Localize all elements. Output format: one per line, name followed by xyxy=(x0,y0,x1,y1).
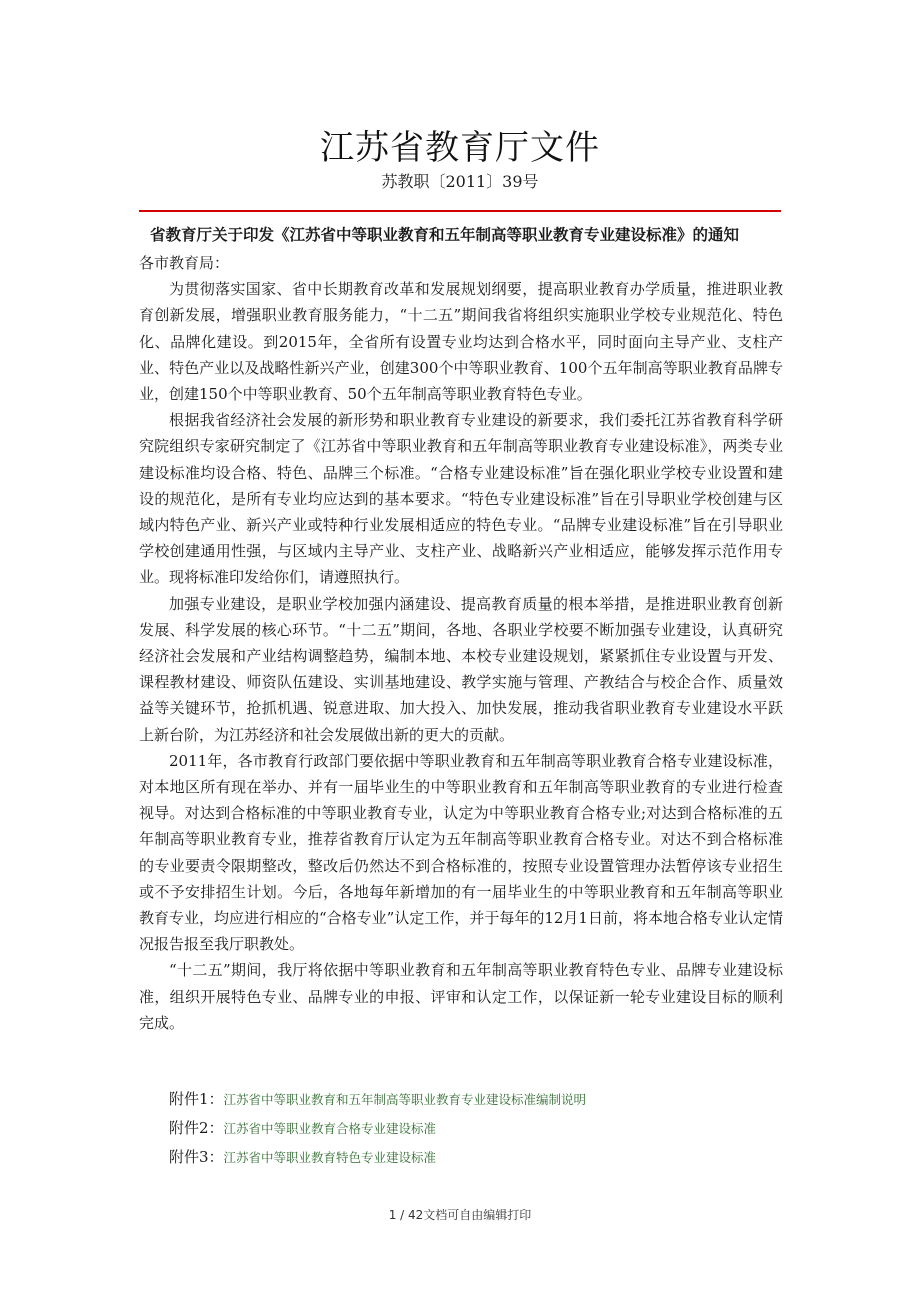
attachment-link[interactable]: 江苏省中等职业教育和五年制高等职业教育专业建设标准编制说明 xyxy=(223,1092,587,1107)
paragraph-5: “十二五”期间，我厅将依据中等职业教育和五年制高等职业教育特色专业、品牌专业建设标准，组织开展特色专业、品牌专业的申报、评审和认定工作，以保证新一轮专业建设目标的顺利完成。 xyxy=(139,961,783,1032)
attachment-link[interactable]: 江苏省中等职业教育特色专业建设标准 xyxy=(223,1150,437,1165)
attachment-item xyxy=(169,1085,789,1114)
paragraph-3: 加强专业建设，是职业学校加强内涵建设、提高教育质量的根本举措，是推进职业教育创新发展、科学发展的核心环节。“十二五”期间，各地、各职业学校要不断加强专业建设，认真研究经济社会发展和产业结构调整趋势，编制本地、本校专业建设规划，紧紧抓住专业设置与开发、课程教材建设、师资队伍建设、实训基地建设、教学实施与管理、产教结合与校企合作、质量效益等关键环节，抢抓机遇、锐意进取、加大投入、加快发展，推动我省职业教育专业建设水平跃上新台阶，为江苏经济和社会发展做出新的更大的贡献。 xyxy=(139,594,783,744)
salutation: 各市教育局： xyxy=(139,254,230,272)
attachment-item xyxy=(169,1143,789,1172)
attachment-item xyxy=(169,1114,789,1143)
notice-title: 省教育厅关于印发《江苏省中等职业教育和五年制高等职业教育专业建设标准》的通知 xyxy=(150,226,740,244)
attachment-label: 附件1： xyxy=(169,1090,224,1108)
paragraph-2: 根据我省经济社会发展的新形势和职业教育专业建设的新要求，我们委托江苏省教育科学研究院组织专家研究制定了《江苏省中等职业教育和五年制高等职业教育专业建设标准》，两类专业建设标准均设合格、特色、品牌三个标准。“合格专业建设标准”旨在强化职业学校专业设置和建设的规范化，是所有专业均应达到的基本要求。“特色专业建设标准”旨在引导职业学校创建与区域内特色产业、新兴产业或特种行业发展相适应的特色专业。“品牌专业建设标准”旨在引导职业学校创建通用性强，与区域内主导产业、支柱产业、战略新兴产业相适应，能够发挥示范作用专业。现将标准印发给你们，请遵照执行。 xyxy=(139,411,783,587)
paragraph-1: 为贯彻落实国家、省中长期教育改革和发展规划纲要，提高职业教育办学质量，推进职业教育创新发展，增强职业教育服务能力，“十二五”期间我省将组织实施职业学校专业规范化、特色化、品牌化建设。到2015年，全省所有设置专业均达到合格水平，同时面向主导产业、支柱产业、特色产业以及战略性新兴产业，创建300个中等职业教育、100个五年制高等职业教育品牌专业，创建150个中等职业教育、50个五年制高等职业教育特色专业。 xyxy=(139,280,783,404)
attachment-list xyxy=(169,1085,789,1172)
attachment-label: 附件2： xyxy=(169,1119,224,1137)
document-title: 江苏省教育厅文件 xyxy=(320,128,600,168)
page-footer: 1 / 42文档可自由编辑打印 xyxy=(388,1208,532,1222)
notice-body xyxy=(139,250,783,1036)
paragraph-4: 2011年，各市教育行政部门要依据中等职业教育和五年制高等职业教育合格专业建设标准，对本地区所有现在举办、并有一届毕业生的中等职业教育和五年制高等职业教育的专业进行检查视导。对达到合格标准的中等职业教育专业，认定为中等职业教育合格专业;对达到合格标准的五年制高等职业教育专业，推荐省教育厅认定为五年制高等职业教育合格专业。对达不到合格标准的专业要责令限期整改，整改后仍然达不到合格标准的，按照专业设置管理办法暂停该专业招生或不予安排招生计划。今后，各地每年新增加的有一届毕业生的中等职业教育和五年制高等职业教育专业，均应进行相应的“合格专业”认定工作，并于每年的12月1日前，将本地合格专业认定情况报告报至我厅职教处。 xyxy=(139,751,783,954)
attachment-label: 附件3： xyxy=(169,1148,224,1166)
document-number: 苏教职〔2011〕39号 xyxy=(381,172,539,191)
attachment-link[interactable]: 江苏省中等职业教育合格专业建设标准 xyxy=(223,1121,437,1136)
red-divider xyxy=(139,210,781,212)
